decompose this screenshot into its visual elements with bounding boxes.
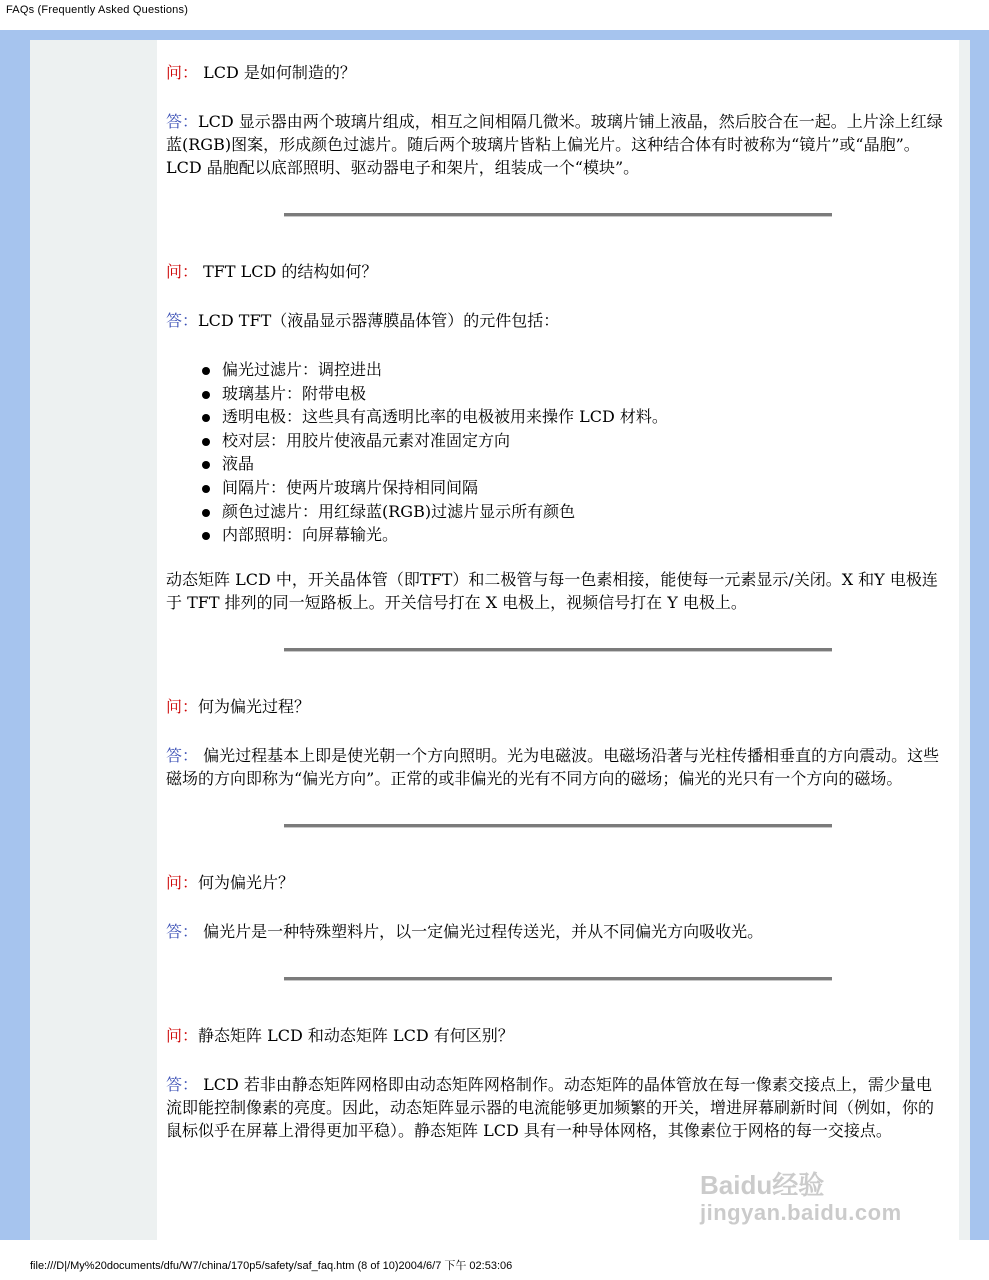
faq-item [166, 871, 946, 981]
print-header: FAQs (Frequently Asked Questions) [6, 4, 189, 16]
question-label: 问： [166, 696, 199, 716]
faq-answer [166, 744, 946, 790]
horizontal-divider [284, 213, 832, 217]
question-text: 静态矩阵 LCD 和动态矩阵 LCD 有何区别？ [198, 1025, 514, 1045]
left-sidebar [30, 40, 157, 1240]
list-item: 偏光过滤片：调控进出 [222, 358, 946, 382]
question-label: 问： [166, 1025, 199, 1045]
question-text: TFT LCD 的结构如何？ [198, 262, 378, 281]
answer-text: LCD 显示器由两个玻璃片组成，相互之间相隔几微米。玻璃片铺上液晶，然后胶合在一起。上片涂上红绿蓝(RGB)图案，形成颜色过滤片。随后两个玻璃片皆粘上偏光片。这种结合体有时被称为“镜片”或“晶胞”。LCD 晶胞配以底部照明、驱动器电子和架片，组装成一个“模块”。 [166, 112, 943, 177]
faq-item [166, 695, 946, 828]
print-footer: file:///D|/My%20documents/dfu/W7/china/170p5/safety/saf_faq.htm (8 of 10)2004/6/7 下午 02:53:06 [30, 1260, 513, 1272]
question-text: 何为偏光片？ [198, 872, 295, 892]
faq-answer [166, 1073, 946, 1142]
watermark-logo: Baidu经验 [700, 1170, 825, 1200]
answer-label: 答： [166, 921, 199, 941]
horizontal-divider [284, 648, 832, 652]
answer-text: LCD 若非由静态矩阵网格即由动态矩阵网格制作。动态矩阵的晶体管放在每一像素交接点上，需少量电流即能控制像素的亮度。因此，动态矩阵显示器的电流能够更加频繁的开关，增进屏幕刷新时间（例如，你的鼠标似乎在屏幕上滑得更加平稳）。静态矩阵 LCD 具有一种导体网格，其像素位于网格的每一交接点。 [166, 1074, 935, 1140]
faq-answer [166, 110, 946, 179]
answer-label: 答： [166, 112, 199, 131]
faq-item [166, 61, 946, 217]
answer-label: 答： [166, 1074, 199, 1094]
answer-text: 偏光过程基本上即是使光朝一个方向照明。光为电磁波。电磁场沿著与光柱传播相垂直的方向震动。这些磁场的方向即称为“偏光方向”。正常的或非偏光的光有不同方向的磁场；偏光的光只有一个方向的磁场。 [166, 745, 940, 788]
answer-paragraph: 动态矩阵 LCD 中，开关晶体管（即TFT）和二极管与每一色素相接，能使每一元素显示/关闭。X 和Y 电极连于 TFT 排列的同一短路板上。开关信号打在 X 电极上，视频信号打在 Y 电极上。 [166, 569, 938, 612]
right-sidebar [959, 40, 970, 1240]
answer-label: 答： [166, 311, 199, 330]
faq-item [166, 1024, 946, 1142]
watermark-url: jingyan.baidu.com [700, 1200, 902, 1225]
list-item: 颜色过滤片：用红绿蓝(RGB)过滤片显示所有颜色 [222, 500, 946, 524]
faq-answer [166, 309, 946, 332]
list-item: 内部照明：向屏幕输光。 [222, 523, 946, 547]
list-item: 间隔片：使两片玻璃片保持相同间隔 [222, 476, 946, 500]
horizontal-divider [284, 977, 832, 981]
question-label: 问： [166, 872, 199, 892]
list-item: 玻璃基片：附带电极 [222, 382, 946, 406]
faq-question [166, 61, 946, 84]
faq-question [166, 260, 946, 283]
question-text: 何为偏光过程？ [198, 696, 311, 716]
question-label: 问： [166, 63, 199, 82]
faq-answer [166, 920, 946, 943]
list-item: 透明电极：这些具有高透明比率的电极被用来操作 LCD 材料。 [222, 405, 946, 429]
list-item: 液晶 [222, 452, 946, 476]
component-list [166, 358, 946, 547]
question-text: LCD 是如何制造的？ [198, 63, 356, 82]
list-item: 校对层：用胶片使液晶元素对准固定方向 [222, 429, 946, 453]
answer-text: LCD TFT（液晶显示器薄膜晶体管）的元件包括： [198, 311, 560, 330]
content-area [157, 40, 959, 1240]
faq-question [166, 695, 946, 718]
horizontal-divider [284, 824, 832, 828]
answer-label: 答： [166, 745, 199, 765]
question-label: 问： [166, 262, 199, 281]
faq-question [166, 871, 946, 894]
answer-text: 偏光片是一种特殊塑料片，以一定偏光过程传送光，并从不同偏光方向吸收光。 [198, 921, 764, 941]
faq-question [166, 1024, 946, 1047]
faq-list [166, 61, 946, 1142]
faq-item [166, 260, 946, 652]
